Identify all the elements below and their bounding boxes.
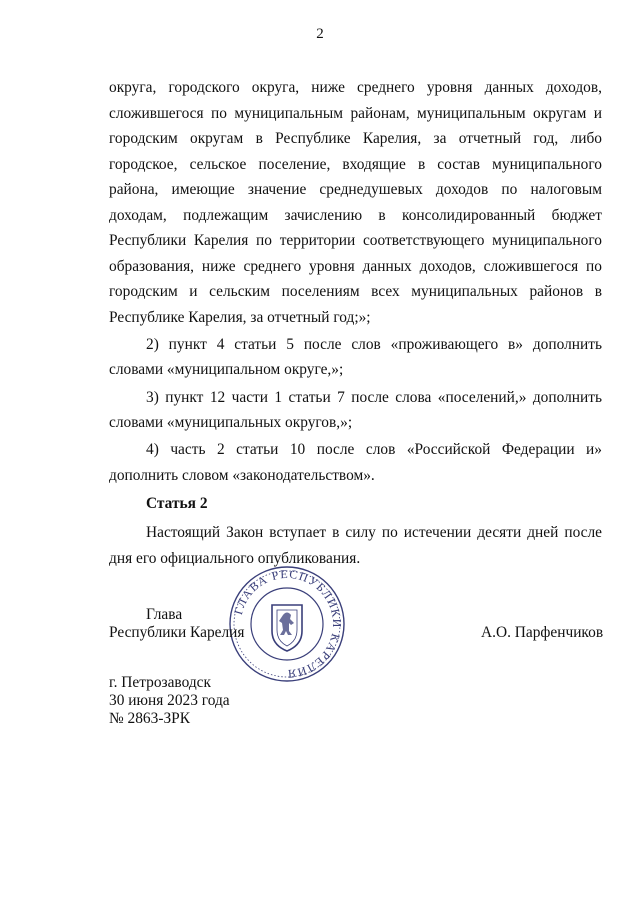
paragraph-item-4: 4) часть 2 статьи 10 после слов «Российской Федерации и» дополнить словом «законодательством». — [109, 441, 602, 484]
city: г. Петрозаводск — [109, 674, 211, 691]
paragraph-item-2: 2) пункт 4 статьи 5 после слов «проживающего в» дополнить словами «муниципальном округе,»; — [109, 335, 602, 379]
article-heading: Статья 2 — [146, 495, 208, 512]
signatory-name: А.О. Парфенчиков — [481, 624, 604, 641]
place-date-block — [109, 674, 230, 728]
paragraph-continuation: округа, городского округа, ниже среднего уровня данных доходов, сложившегося по муниципальным районам, муниципальным округам и городским округам в Республике Карелия, за отчетный год, либо городское, сельское поселение, входящие в состав муниципального района, имеющие значение среднедушевых доходов по налоговым доходам, подлежащим зачислению в консолидированный бюджет Республики Карелия по территории соответствующего муниципального образования, ниже среднего уровня данных доходов, сложившегося по городским и сельским поселениям всех муниципальных районов в Республике Карелия, за отчетный год;»; — [109, 79, 602, 326]
seal-ring-text: ГЛАВА РЕСПУБЛИКИ КАРЕЛИЯ — [231, 566, 345, 682]
article-text: Настоящий Закон вступает в силу по истечении десяти дней после дня его официального опубликования. — [109, 524, 602, 567]
law-body — [109, 75, 602, 488]
signatory-title-line2: Республики Карелия — [109, 624, 245, 641]
paragraph-item-3: 3) пункт 12 части 1 статьи 7 после слова «поселений,» дополнить словами «муниципальных округов,»; — [109, 388, 602, 432]
law-number: № 2863-ЗРК — [109, 710, 190, 727]
official-seal-icon — [228, 565, 346, 683]
signatory-title-line1: Глава — [146, 606, 183, 623]
date: 30 июня 2023 года — [109, 692, 230, 709]
page-number: 2 — [316, 26, 324, 42]
